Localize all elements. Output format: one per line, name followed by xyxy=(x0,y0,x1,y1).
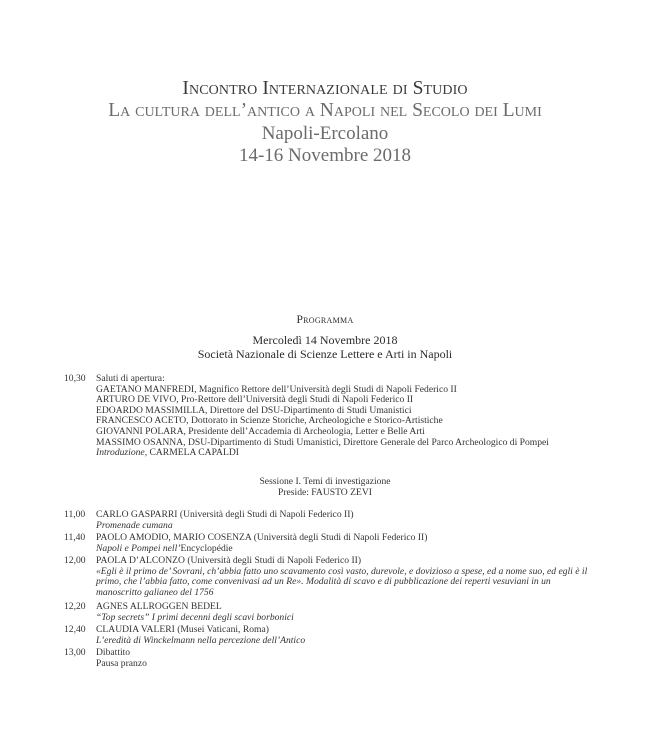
opening-line: GIOVANNI POLARA, Presidente dell’Accademia di Archeologia, Letter e Belle Arti xyxy=(96,425,425,437)
talk-time: 12,00 xyxy=(64,555,86,566)
talk-title: L’eredità di Winckelmann nella percezione dell’Antico xyxy=(96,634,306,646)
talk-title: Promenade cumana xyxy=(96,519,173,531)
opening-line: Saluti di apertura: xyxy=(96,373,165,384)
opening-lines xyxy=(96,374,590,459)
talk-speaker: AGNES ALLROGGEN BEDEL xyxy=(96,601,222,612)
day-date: Mercoledì 14 Novembre 2018 xyxy=(252,333,398,347)
lunch-break: Pausa pranzo xyxy=(96,657,147,669)
talk-title-suffix: Encyclopédie xyxy=(180,542,233,554)
talk-time: 12,40 xyxy=(64,624,86,635)
talk-speaker: PAOLA D’ALCONZO (Università degli Studi di Napoli Federico II) xyxy=(96,555,362,566)
opening-line: ARTURO DE VIVO, Pro-Rettore dell’Università degli Studi di Napoli Federico II xyxy=(96,394,414,406)
session-heading xyxy=(0,476,650,498)
talk-time: 11,40 xyxy=(64,532,86,543)
introduction-label: Introduzione xyxy=(96,447,145,459)
talk-speaker: PAOLO AMODIO, MARIO COSENZA (Università degli Studi di Napoli Federico II) xyxy=(96,532,428,543)
conference-title: La cultura dell’antico a Napoli nel Secolo dei Lumi xyxy=(108,100,542,121)
opening-line: GAETANO MANFREDI, Magnifico Rettore dell’Università degli Studi di Napoli Federico II xyxy=(96,383,457,395)
talk-title-line xyxy=(96,544,590,555)
talk-title: «Egli è il primo de’ Sovrani, ch’abbia fatto uno scavamento così vasto, durevole, e dovizioso a spese, ed a nome suo, ed egli è il primo, che l’abbia fatto, come convenivasi ad un Re». Modalità di scavo e di pubblicazione dei reperti vesuviani in un manoscritto galianeo del 1756 xyxy=(96,565,588,598)
talk-time: 11,00 xyxy=(64,509,86,520)
introduction-speaker: , CARMELA CAPALDI xyxy=(144,447,239,459)
introduction-line xyxy=(96,448,590,459)
day-heading xyxy=(0,333,650,361)
talk-speaker: CLAUDIA VALERI (Musei Vaticani, Roma) xyxy=(96,624,269,635)
talk-speaker: CARLO GASPARRI (Università degli Studi di Napoli Federico II) xyxy=(96,509,354,520)
day-venue: Società Nazionale di Scienze Lettere e Arti in Napoli xyxy=(197,347,453,361)
talk-time: 13,00 xyxy=(64,647,86,658)
opening-time: 10,30 xyxy=(64,373,86,384)
talk-speaker: Dibattito xyxy=(96,647,131,658)
session-title: Sessione I. Temi di investigazione xyxy=(259,476,391,487)
session-chair: Preside: FAUSTO ZEVI xyxy=(278,487,372,498)
conference-dates: 14-16 Novembre 2018 xyxy=(238,145,412,166)
conference-location: Napoli-Ercolano xyxy=(261,123,389,144)
talk-time: 12,20 xyxy=(64,601,86,612)
opening-line: FRANCESCO ACETO, Dottorato in Scienze Storiche, Archeologiche e Storico-Artistiche xyxy=(96,415,443,427)
programma-heading: Programma xyxy=(296,314,354,326)
talk-title: “Top secrets” I primi decenni degli scavi borbonici xyxy=(96,611,294,623)
talk-title: Napoli e Pompei nell’ xyxy=(96,542,181,554)
opening-line: EDOARDO MASSIMILLA, Direttore del DSU-Dipartimento di Studi Umanistici xyxy=(96,404,412,416)
opening-line: MASSIMO OSANNA, DSU-Dipartimento di Studi Umanistici, Direttore Generale del Parco Archeologico di Pompei xyxy=(96,436,549,448)
conference-type: Incontro Internazionale di Studio xyxy=(182,78,468,99)
